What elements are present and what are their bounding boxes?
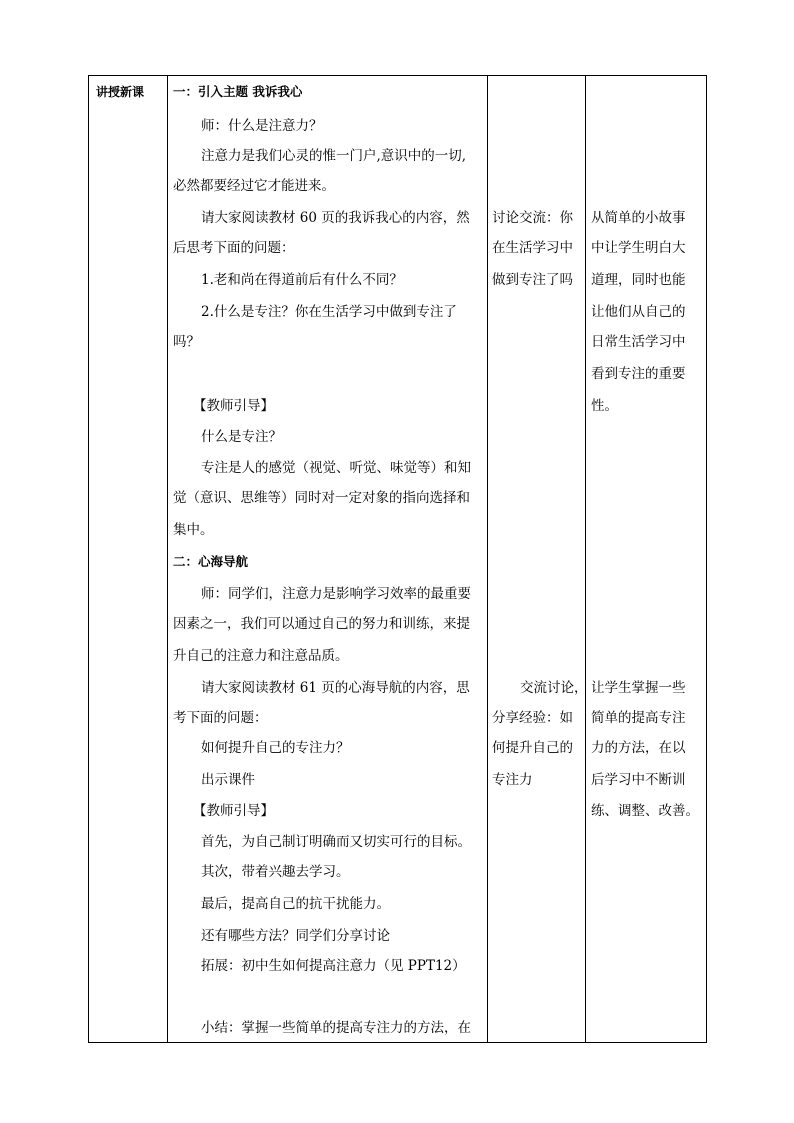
paragraph-line: 最后，提高自己的抗干扰能力。: [201, 896, 390, 912]
column-divider: [487, 76, 488, 1042]
question-2: 2.什么是专注？你在生活学习中做到专注了: [201, 304, 457, 320]
paragraph-line: 升自己的注意力和注意品质。: [173, 648, 349, 664]
teacher-guide-heading: 【教师引导】: [193, 398, 274, 414]
paragraph-line: 集中。: [173, 522, 214, 538]
paragraph-line: 如何提升自己的专注力？: [201, 740, 350, 756]
paragraph-line: 出示课件: [201, 772, 255, 788]
paragraph-line: 拓展：初中生如何提高注意力（见 PPT12）: [201, 958, 466, 974]
intent-line: 道理，同时也能: [591, 272, 686, 288]
paragraph-line: 师：同学们，注意力是影响学习效率的最重要: [201, 586, 471, 602]
intent-line: 中让学生明白大: [591, 240, 686, 256]
activity-line: 专注力: [492, 772, 533, 788]
paragraph-line: 专注是人的感觉（视觉、听觉、味觉等）和知: [201, 460, 471, 476]
paragraph-line: 请大家阅读教材 60 页的我诉我心的内容，然: [201, 210, 470, 226]
paragraph-line: 后思考下面的问题：: [173, 240, 295, 256]
activity-line: 交流讨论，: [520, 680, 588, 696]
activity-line: 何提升自己的: [492, 740, 573, 756]
paragraph-line: 必然都要经过它才能进来。: [173, 178, 335, 194]
row-label: 讲授新课: [96, 85, 145, 99]
intent-line: 练、调整、改善。: [591, 803, 699, 819]
paragraph-line: 其次，带着兴趣去学习。: [201, 864, 350, 880]
section-2-title: 二：心海导航: [173, 554, 249, 569]
paragraph-line: 还有哪些方法？同学们分享讨论: [201, 928, 390, 944]
teacher-guide-heading: 【教师引导】: [193, 803, 274, 819]
teacher-question: 师：什么是注意力？: [201, 118, 323, 134]
intent-line: 性。: [591, 398, 618, 414]
column-divider: [167, 76, 168, 1042]
lesson-plan-table: [88, 75, 707, 1043]
intent-line: 让学生掌握一些: [591, 680, 686, 696]
paragraph-line: 觉（意识、思维等）同时对一定对象的指向选择和: [173, 490, 470, 506]
paragraph-line: 请大家阅读教材 61 页的心海导航的内容，思: [201, 680, 470, 696]
section-1-title: 一：引入主题 我诉我心: [173, 84, 303, 99]
intent-line: 力的方法，在以: [591, 740, 686, 756]
paragraph-line: 首先，为自己制订明确而又切实可行的目标。: [201, 834, 471, 850]
activity-line: 在生活学习中: [492, 240, 573, 256]
question-2-cont: 吗？: [173, 334, 200, 350]
activity-line: 讨论交流：你: [492, 210, 573, 226]
paragraph-line: 什么是专注？: [201, 429, 282, 445]
paragraph-line: 注意力是我们心灵的惟一门户,意识中的一切,: [201, 148, 467, 164]
paragraph-line: 考下面的问题：: [173, 710, 268, 726]
intent-line: 让他们从自己的: [591, 304, 686, 320]
paragraph-line: 因素之一，我们可以通过自己的努力和训练，来提: [173, 616, 470, 632]
activity-line: 分享经验：如: [492, 710, 573, 726]
question-1: 1.老和尚在得道前后有什么不同？: [201, 272, 403, 288]
intent-line: 从简单的小故事: [591, 210, 686, 226]
intent-line: 日常生活学习中: [591, 334, 686, 350]
intent-line: 简单的提高专注: [591, 710, 686, 726]
intent-line: 看到专注的重要: [591, 366, 686, 382]
paragraph-line: 小结：掌握一些简单的提高专注力的方法，在: [201, 1020, 471, 1036]
column-divider: [585, 76, 586, 1042]
activity-line: 做到专注了吗: [492, 272, 573, 288]
intent-line: 后学习中不断训: [591, 772, 686, 788]
